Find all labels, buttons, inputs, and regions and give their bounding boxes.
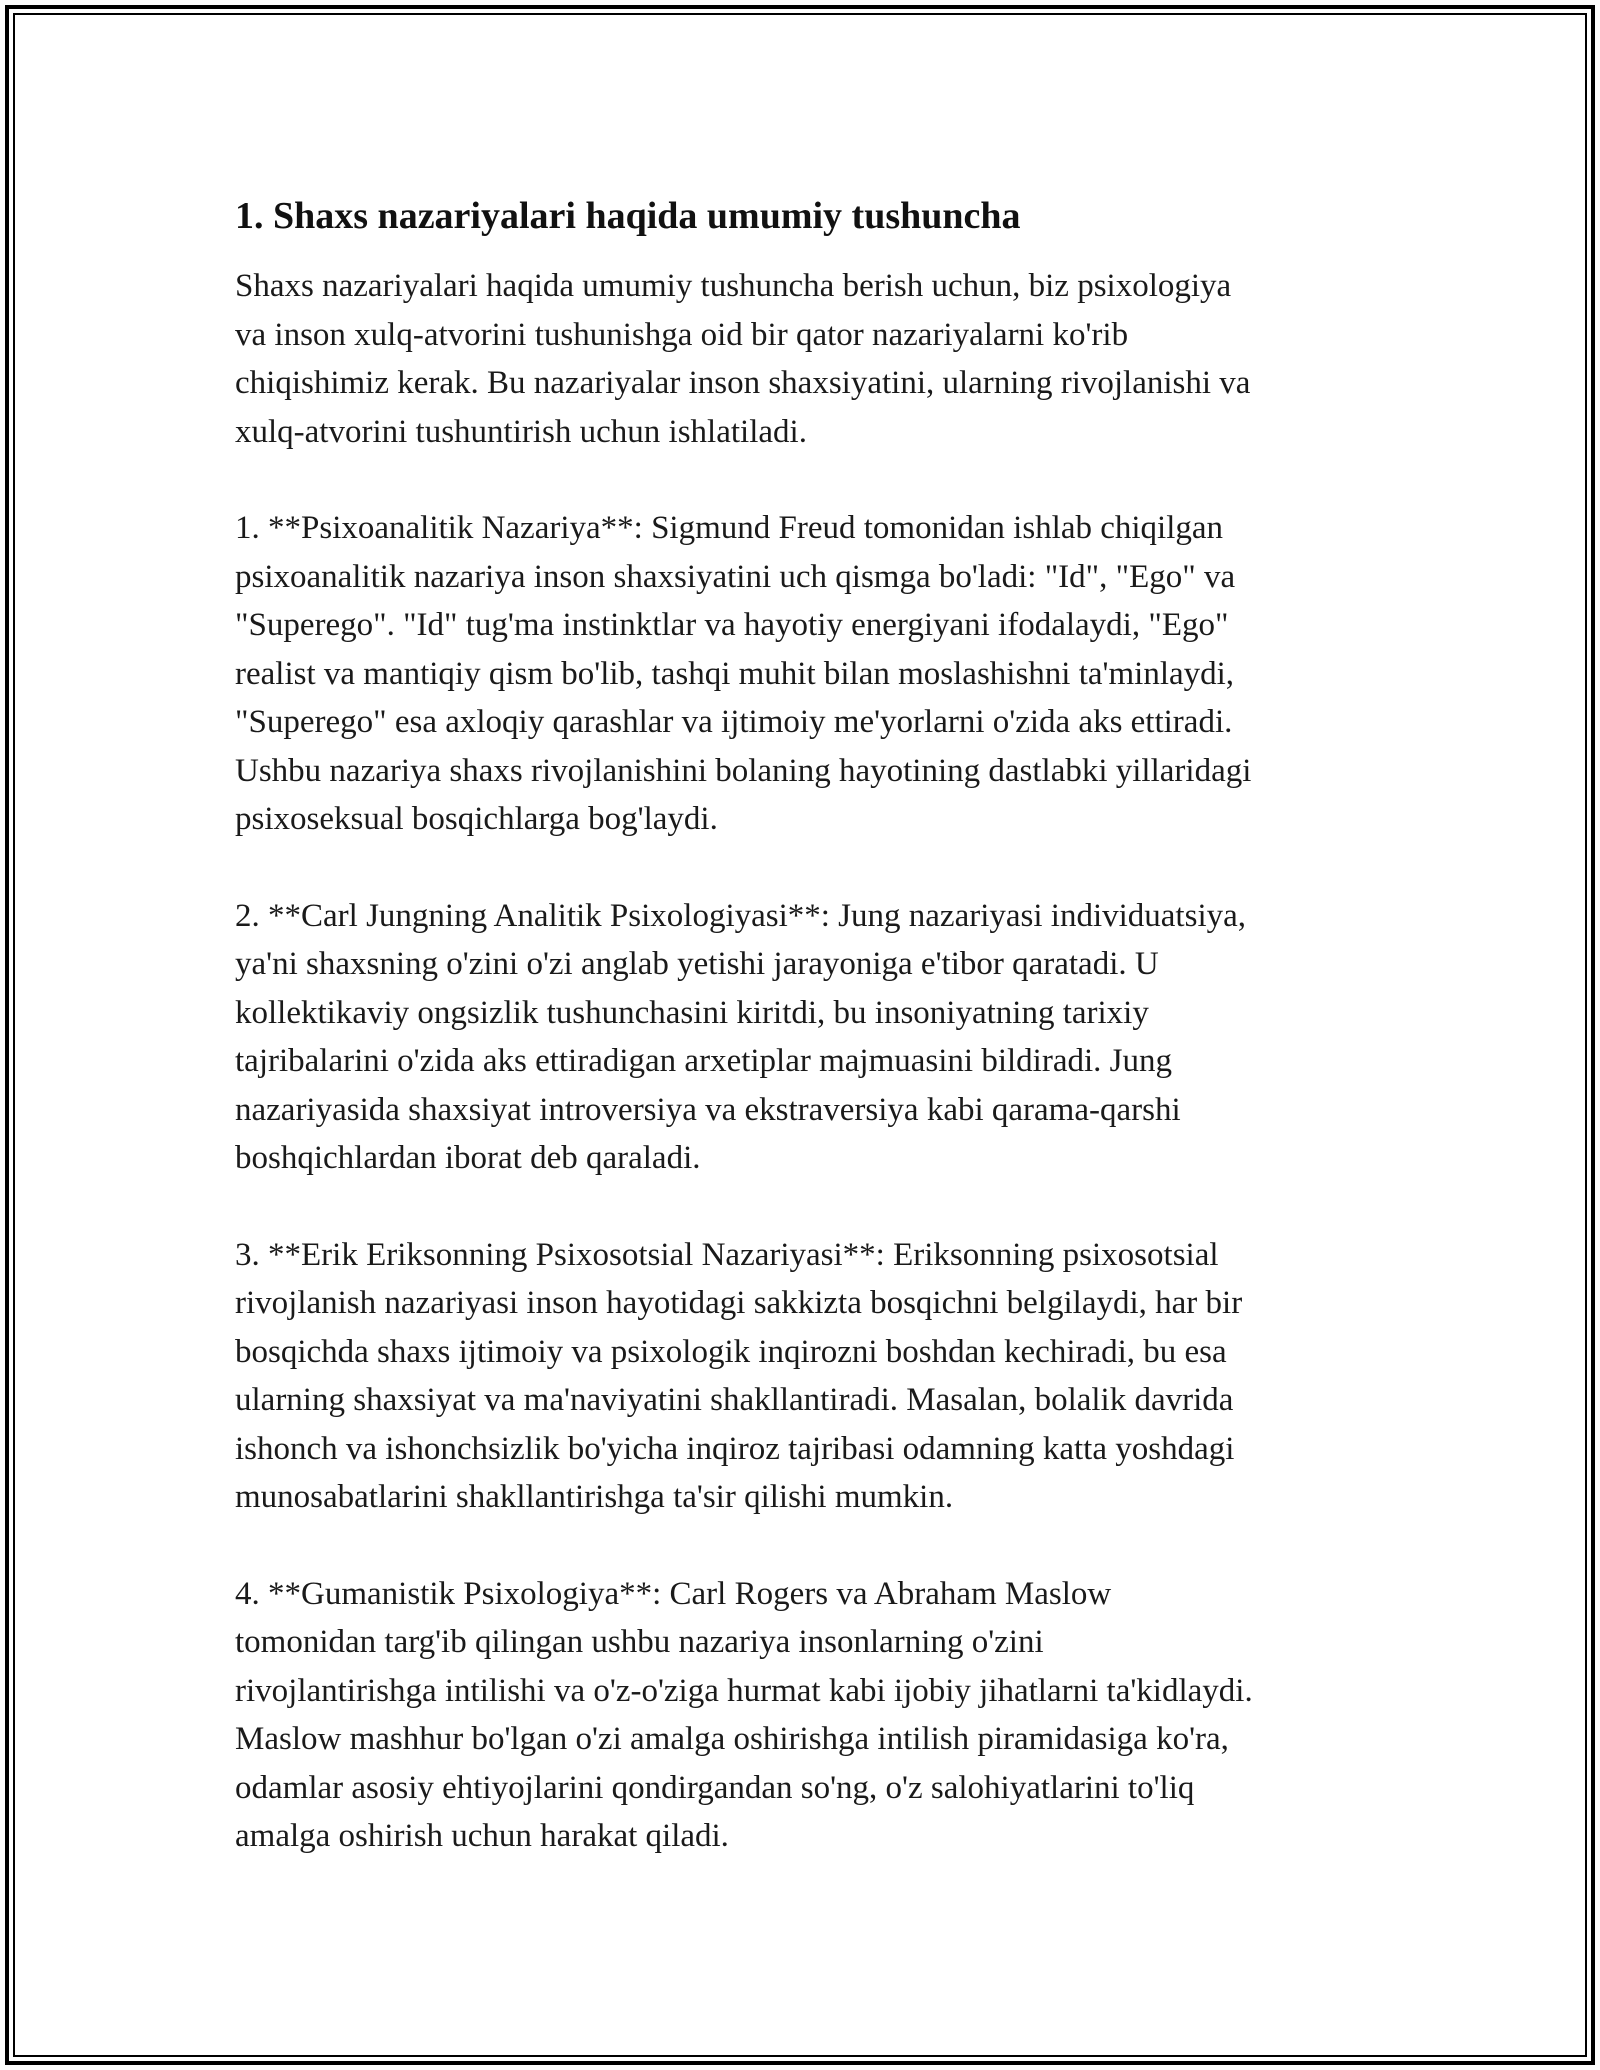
paragraph-erikson-psychosocial-theory: 3. **Erik Eriksonning Psixosotsial Nazariyasi**: Eriksonning psixosotsial rivojlanish nazariyasi inson hayotidagi sakkizta bosqichni belgilaydi, har bir bosqichda shaxs ijtimoiy va psixologik inqirozni boshdan kechiradi, bu esa ularning shaxsiyat va ma'naviyatini shakllantiradi. Masalan, bolalik davrida ishonch va ishonchsizlik bo'yicha inqiroz tajribasi odamning katta yoshdagi munosabatlarini shakllantirishga ta'sir qilishi mumkin.	[235, 1236, 1243, 1515]
intro-paragraph: Shaxs nazariyalari haqida umumiy tushuncha berish uchun, biz psixologiya va inson xulq-atvorini tushunishga oid bir qator nazariyalarni ko'rib chiqishimiz kerak. Bu nazariyalar inson shaxsiyatini, ularning rivojlanishi va xulq-atvorini tushuntirish uchun ishlatiladi.	[235, 268, 1251, 450]
paragraph-humanistic-psychology: 4. **Gumanistik Psixologiya**: Carl Rogers va Abraham Maslow tomonidan targ'ib qilingan ushbu nazariya insonlarning o'zini rivojlantirishga intilishi va o'z-o'ziga hurmat kabi ijobiy jihatlarni ta'kidlaydi. Maslow mashhur bo'lgan o'zi amalga oshirishga intilish piramidasiga ko'ra, odamlar asosiy ehtiyojlarini qondirgandan so'ng, o'z salohiyatlarini to'liq amalga oshirish uchun harakat qiladi.	[235, 1575, 1253, 1854]
section-heading: 1. Shaxs nazariyalari haqida umumiy tushuncha	[235, 195, 1021, 237]
paragraph-psychoanalytic-theory: 1. **Psixoanalitik Nazariya**: Sigmund Freud tomonidan ishlab chiqilgan psixoanalitik nazariya inson shaxsiyatini uch qismga bo'ladi: "Id", "Ego" va "Superego". "Id" tug'ma instinktlar va hayotiy energiyani ifodalaydi, "Ego" realist va mantiqiy qism bo'lib, tashqi muhit bilan moslashishni ta'minlaydi, "Superego" esa axloqiy qarashlar va ijtimoiy me'yorlarni o'zida aks ettiradi. Ushbu nazariya shaxs rivojlanishini bolaning hayotining dastlabki yillaridagi psixoseksual bosqichlarga bog'laydi.	[235, 510, 1252, 837]
paragraph-jung-analytic-psychology: 2. **Carl Jungning Analitik Psixologiyasi**: Jung nazariyasi individuatsiya, ya'ni shaxsning o'zini o'zi anglab yetishi jarayoniga e'tibor qaratadi. U kollektikaviy ongsizlik tushunchasini kiritdi, bu insoniyatning tarixiy tajribalarini o'zida aks ettiradigan arxetiplar majmuasini bildiradi. Jung nazariyasida shaxsiyat introversiya va ekstraversiya kabi qarama-qarshi boshqichlardan iborat deb qaraladi.	[235, 897, 1247, 1176]
document-body	[235, 188, 1375, 1861]
